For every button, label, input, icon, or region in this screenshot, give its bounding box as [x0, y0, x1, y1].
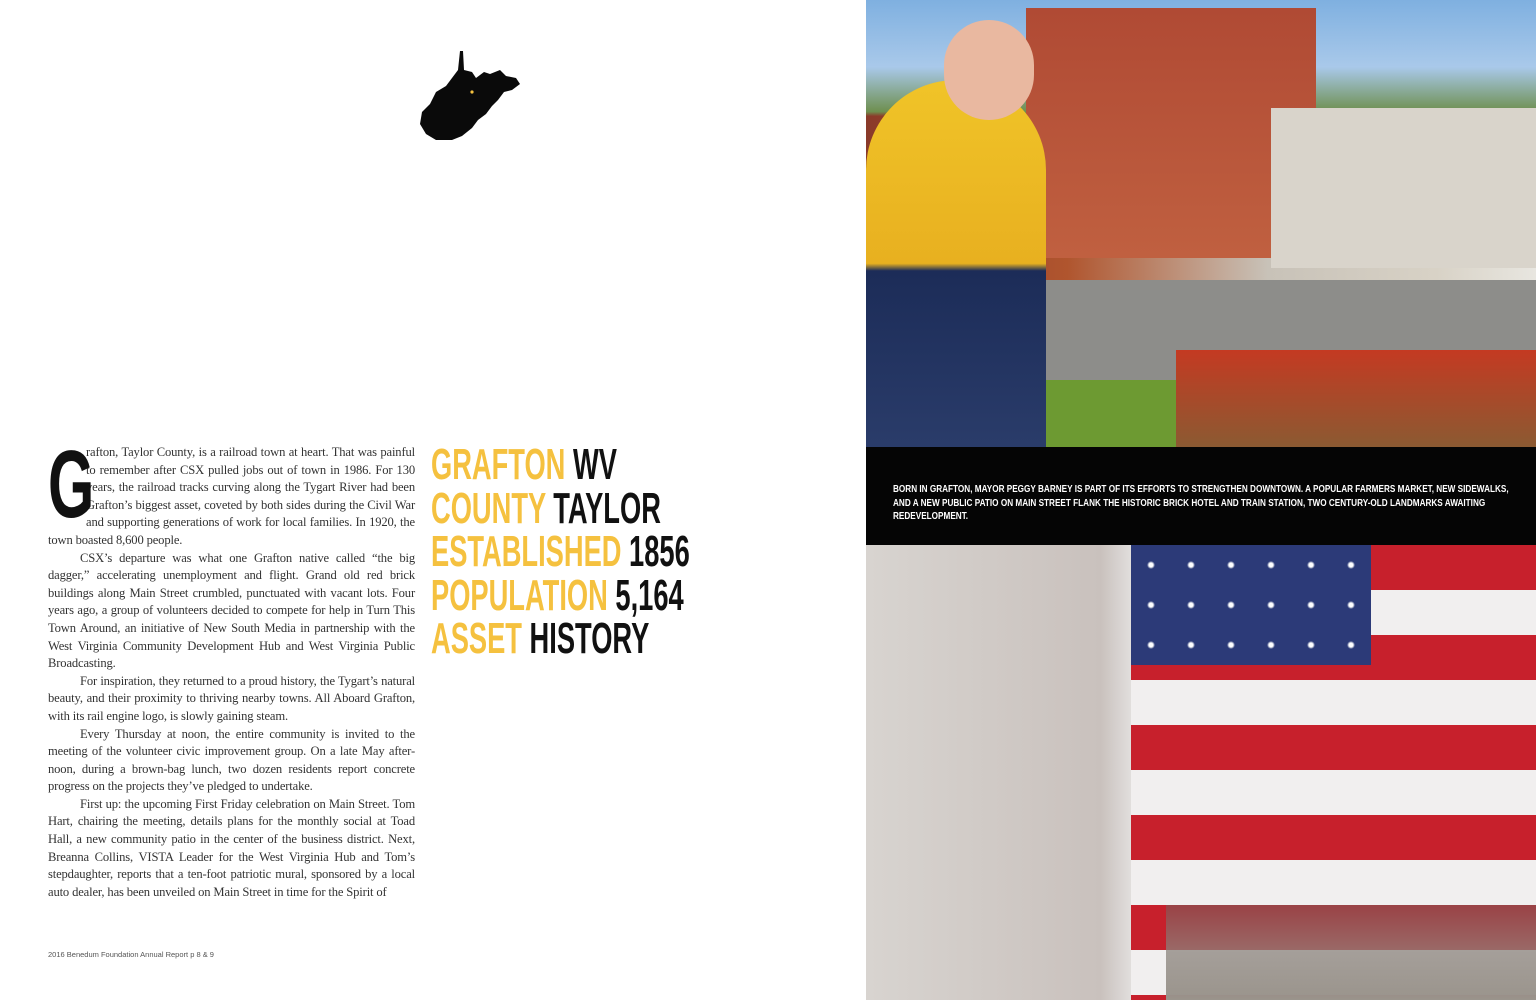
fact-row [431, 527, 690, 577]
fact-value: HISTORY [529, 614, 650, 664]
fact-row [431, 614, 690, 664]
paragraph-text: rafton, Taylor County, is a railroad town at heart. That was painful to remember after CSX pulled jobs out of town in 1986. For 130 years, the railroad tracks curving along the Tygart River had been Grafton’s biggest asset, coveted by both sides during the Civil War and supporting generations of work for local families. In 1920, the town boasted 8,600 people. [48, 445, 415, 547]
west-virginia-map-icon [416, 48, 524, 143]
fact-key: ASSET [431, 614, 522, 664]
article-body [48, 431, 415, 901]
fact-value: 5,164 [615, 570, 684, 620]
drop-cap: G [48, 431, 95, 538]
fact-key: POPULATION [431, 570, 608, 620]
fact-row [431, 570, 690, 620]
fact-value: 1856 [629, 527, 690, 577]
fact-key: COUNTY [431, 483, 546, 533]
fact-row [431, 483, 690, 533]
paragraph: First up: the upcoming First Friday celebration on Main Street. Tom Hart, chairing the meeting, details plans for the monthly social at Toad Hall, a new community patio in the center of the business district. Next, Breanna Collins, VISTA Leader for the West Virginia Hub and Tom’s stepdaughter, reports that a ten-foot patriotic mural, sponsored by a local auto dealer, has been unveiled on Main Street in time for the Spirit of [48, 796, 415, 899]
page-footer: 2016 Benedum Foundation Annual Report p 8 & 9 [48, 950, 214, 959]
paragraph [48, 431, 415, 550]
photo-tomato-box [1176, 350, 1536, 447]
fact-row [431, 440, 690, 489]
photo-woman-head [944, 20, 1034, 120]
photo-woman [866, 80, 1046, 447]
paragraph: CSX’s departure was what one Grafton native called “the big dagger,” accelerating unemployment and flight. Grand old red brick buildings along Main Street crumbled, punctuated with vacant lots. Four years ago, a group of volunteers decided to compete for help in Turn This Town Around, an initiative of New South Media in partnership with the West Virginia Community Development Hub and West Virginia Public Broadcasting. [48, 550, 415, 671]
paragraph: For inspiration, they returned to a proud history, the Tygart’s natural beauty, and their proximity to thriving nearby towns. All Aboard Grafton, with its rail engine logo, is slowly gaining steam. [48, 673, 415, 723]
photo-train-station [1271, 108, 1536, 268]
photo-mayor-main-street [866, 0, 1536, 447]
photo-reflection [1166, 905, 1536, 1000]
fact-key: GRAFTON [431, 440, 566, 489]
fact-value: TAYLOR [553, 483, 661, 533]
flag-canton [1131, 545, 1371, 665]
paragraph: Every Thursday at noon, the entire community is invited to the meeting of the volunteer civic improvement group. On a late May after-noon, during a brown-bag lunch, two dozen residents report concrete progress on the projects they’ve pledged to undertake. [48, 726, 415, 794]
photo-caption: BORN IN GRAFTON, MAYOR PEGGY BARNEY IS PART OF ITS EFFORTS TO STRENGTHEN DOWNTOWN. A POPULAR FARMERS MARKET, NEW SIDEWALKS, AND A NEW PUBLIC PATIO ON MAIN STREET FLANK THE HISTORIC BRICK HOTEL AND TRAIN STATION, TWO CENTURY-OLD LANDMARKS AWAITING REDEVELOPMENT. [893, 483, 1509, 522]
photo-american-flag [866, 545, 1536, 1000]
fact-key: ESTABLISHED [431, 527, 622, 577]
fact-box [431, 440, 690, 664]
caption-band [866, 447, 1536, 545]
fact-value: WV [572, 440, 617, 489]
